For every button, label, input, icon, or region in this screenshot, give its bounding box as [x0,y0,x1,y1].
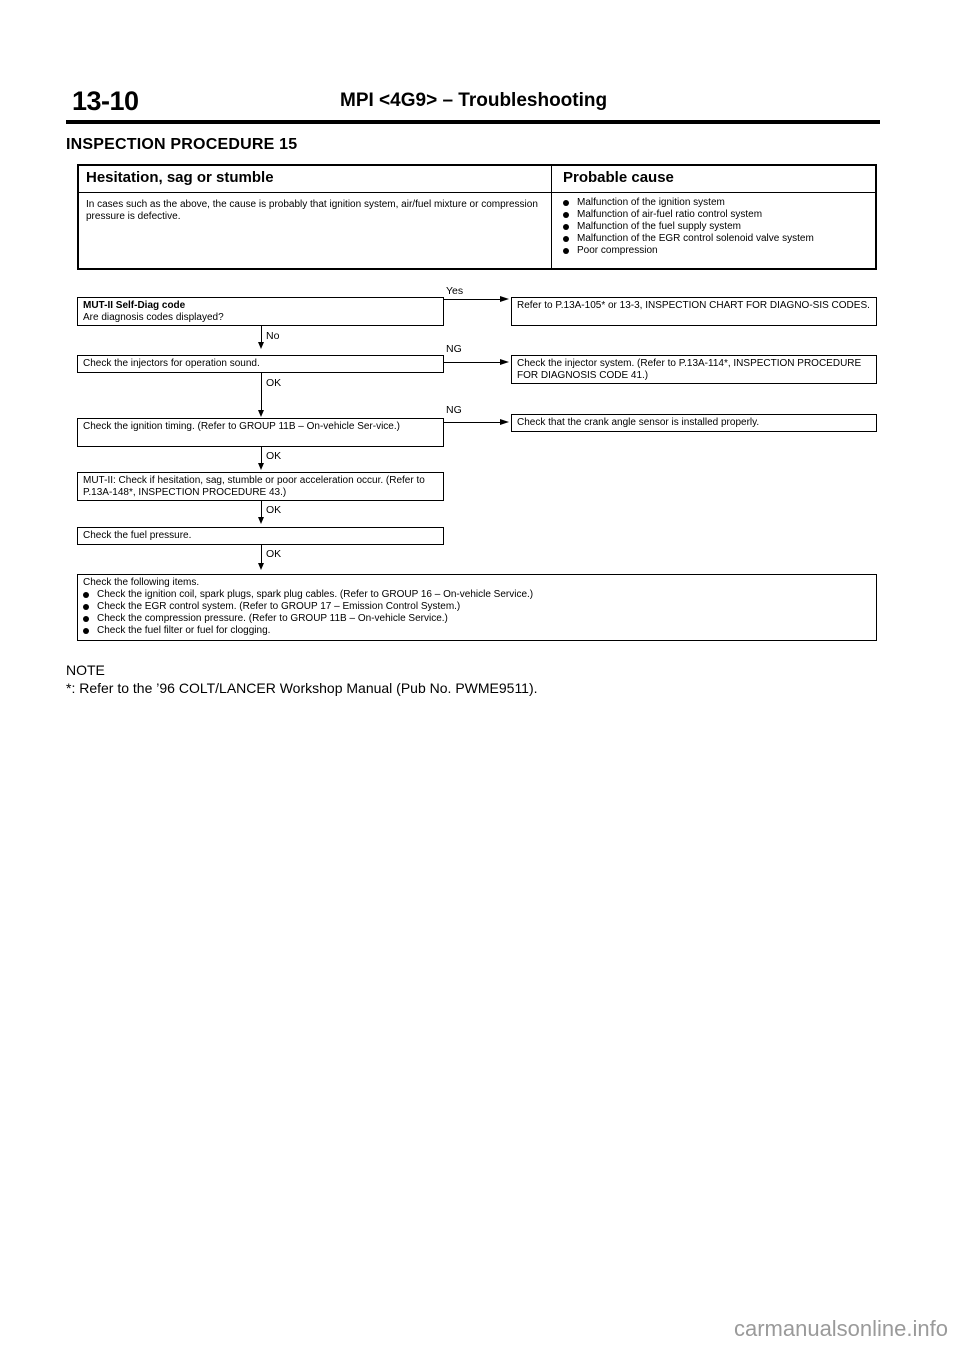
arrow-right-icon [500,296,509,302]
symptom-description: In cases such as the above, the cause is probably that ignition system, air/fuel mixture or compression pressure is defective. [86,199,538,222]
final-check-item: Check the compression pressure. (Refer to GROUP 11B – On-vehicle Service.) [83,613,871,625]
crank-angle-sensor-check-box [511,414,877,432]
table-divider-horizontal [79,192,875,193]
arrow-down-icon [258,517,264,524]
final-check-items-box [77,574,877,641]
probable-cause-item: Malfunction of the ignition system [563,197,814,209]
final-check-title: Check the following items. [83,577,200,588]
probable-cause-item: Poor compression [563,245,814,257]
ok-label: OK [266,450,282,462]
ng-label: NG [446,343,462,355]
ng-label: NG [446,404,462,416]
injector-system-check-box [511,355,877,384]
arrow-down-icon [258,463,264,470]
injector-sound-text: Check the injectors for operation sound. [83,358,260,369]
step-ignition-timing-box [77,418,444,447]
step-injector-sound-box [77,355,444,373]
ok-connector [261,545,262,565]
final-check-item: Check the fuel filter or fuel for clogging. [83,625,871,637]
step-self-diag-box [77,297,444,326]
diagnosis-chart-reference-text: Refer to P.13A-105* or 13-3, INSPECTION CHART FOR DIAGNO-SIS CODES. [517,300,870,311]
table-divider-vertical [551,166,552,268]
probable-cause-table [77,164,877,270]
arrow-right-icon [500,419,509,425]
probable-cause-item: Malfunction of the fuel supply system [563,221,814,233]
probable-cause-list [563,197,814,257]
final-check-item: Check the EGR control system. (Refer to GROUP 17 – Emission Control System.) [83,601,871,613]
ng-connector [444,362,500,363]
no-label: No [266,330,280,342]
section-title: INSPECTION PROCEDURE 15 [66,136,298,153]
mut-ii-check-text: MUT-II: Check if hesitation, sag, stumble or poor acceleration occur. (Refer to P.13A-148*, INSPECTION PROCEDURE 43.) [83,475,425,498]
step-fuel-pressure-box [77,527,444,545]
ignition-timing-text: Check the ignition timing. (Refer to GROUP 11B – On-vehicle Ser-vice.) [83,421,400,432]
ok-label: OK [266,504,282,516]
ok-connector [261,373,262,413]
yes-label: Yes [446,285,464,297]
ok-label: OK [266,548,282,560]
note-text: *: Refer to the ’96 COLT/LANCER Workshop Manual (Pub No. PWME9511). [66,680,538,696]
arrow-down-icon [258,563,264,570]
fuel-pressure-text: Check the fuel pressure. [83,530,192,541]
arrow-right-icon [500,359,509,365]
final-check-item: Check the ignition coil, spark plugs, spark plug cables. (Refer to GROUP 16 – On-vehicle Service.) [83,589,871,601]
note [66,661,538,697]
ng-connector [444,422,500,423]
header-rule [66,120,880,124]
page-number: 13-10 [72,86,139,116]
symptom-heading: Hesitation, sag or stumble [86,169,274,186]
self-diag-title: MUT-II Self-Diag code [83,300,186,311]
arrow-down-icon [258,342,264,349]
step-mut-ii-check-box [77,472,444,501]
page-title: MPI <4G9> – Troubleshooting [340,90,608,111]
probable-cause-item: Malfunction of air-fuel ratio control system [563,209,814,221]
probable-cause-item: Malfunction of the EGR control solenoid valve system [563,233,814,245]
probable-cause-heading: Probable cause [563,169,674,186]
final-check-list [83,589,871,637]
crank-angle-sensor-check-text: Check that the crank angle sensor is installed properly. [517,417,760,428]
yes-connector [444,299,500,300]
watermark: carmanualsonline.info [733,1316,948,1341]
diagnosis-chart-reference-box [511,297,877,326]
note-label: NOTE [66,662,105,678]
ok-label: OK [266,377,282,389]
injector-system-check-text: Check the injector system. (Refer to P.13A-114*, INSPECTION PROCEDURE FOR DIAGNOSIS CODE 41.) [517,358,862,381]
self-diag-question: Are diagnosis codes displayed? [83,312,224,323]
arrow-down-icon [258,410,264,417]
